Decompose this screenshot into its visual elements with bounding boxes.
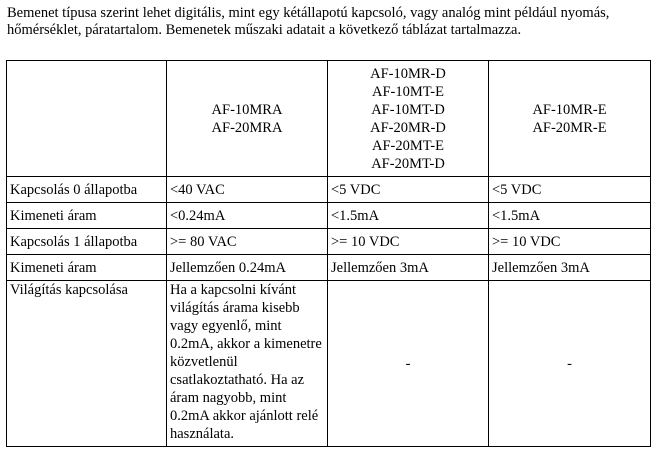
header-cell-models-group-2 [328, 61, 489, 177]
table-cell: Jellemzően 3mA [489, 255, 651, 281]
table-cell: <40 VAC [167, 177, 328, 203]
intro-paragraph: Bemenet típusa szerint lehet digitális, mint egy kétállapotú kapcsoló, vagy analóg mint például nyomás, hőmérséklet, páratartalom. Bemenetek műszaki adatait a következő táblázat tartalmazza. [7, 5, 610, 38]
model-name: AF-10MR-E [532, 101, 607, 118]
table-row [7, 177, 651, 203]
model-name: AF-20MRA [211, 119, 283, 136]
table-cell: >= 80 VAC [167, 229, 328, 255]
model-name: AF-10MT-D [371, 101, 445, 118]
header-cell-models-group-1 [167, 61, 328, 177]
table-cell: - [489, 281, 651, 447]
header-cell-empty [7, 61, 167, 177]
row-label: Kimeneti áram [7, 255, 167, 281]
table-cell: >= 10 VDC [489, 229, 651, 255]
header-cell-models-group-3 [489, 61, 651, 177]
table-row [7, 203, 651, 229]
table-cell: <5 VDC [489, 177, 651, 203]
row-label: Kapcsolás 1 állapotba [7, 229, 167, 255]
model-name: AF-10MRA [211, 101, 283, 118]
table-cell: <5 VDC [328, 177, 489, 203]
row-label: Világítás kapcsolása [7, 281, 167, 447]
row-label: Kimeneti áram [7, 203, 167, 229]
input-spec-table [6, 60, 651, 447]
table-header-row [7, 61, 651, 177]
model-name: AF-10MT-E [372, 83, 444, 100]
table-cell: Jellemzően 0.24mA [167, 255, 328, 281]
table-cell: >= 10 VDC [328, 229, 489, 255]
table-cell: <1.5mA [328, 203, 489, 229]
model-name: AF-20MT-E [372, 137, 444, 154]
model-name: AF-20MR-D [370, 119, 446, 136]
model-name: AF-20MR-E [532, 119, 607, 136]
table-cell: <1.5mA [489, 203, 651, 229]
table-cell: Jellemzően 3mA [328, 255, 489, 281]
table-row [7, 281, 651, 447]
table-row [7, 255, 651, 281]
table-row [7, 229, 651, 255]
row-label: Kapcsolás 0 állapotba [7, 177, 167, 203]
table-cell: - [328, 281, 489, 447]
table-cell: Ha a kapcsolni kívánt világítás árama kisebb vagy egyenlő, mint 0.2mA, akkor a kimenetre közvetlenül csatlakoztatható. Ha az áram nagyobb, mint 0.2mA akkor ajánlott relé használata. [167, 281, 328, 447]
table-cell: <0.24mA [167, 203, 328, 229]
model-name: AF-10MR-D [370, 65, 446, 82]
model-name: AF-20MT-D [371, 155, 445, 172]
